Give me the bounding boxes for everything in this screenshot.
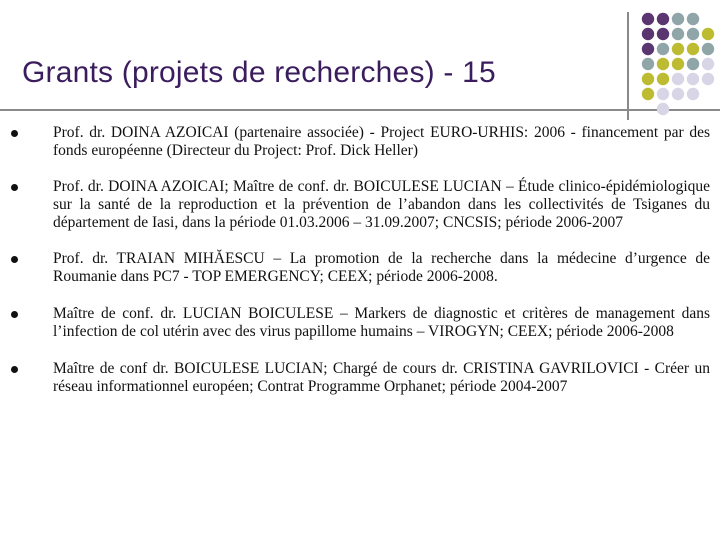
bullet-text: Prof. dr. TRAIAN MIHĂESCU – La promotion de la recherche dans la médecine d’urgence de Roumanie dans PC7 - TOP EMERGENCY; CEEX; période 2006-2008. — [53, 250, 710, 285]
vertical-divider — [627, 12, 629, 120]
bullet-marker — [11, 311, 18, 318]
decorative-dot — [672, 28, 684, 40]
decorative-dot — [702, 58, 714, 70]
decorative-dot — [642, 43, 654, 55]
decorative-dot — [672, 58, 684, 70]
decorative-dot — [687, 58, 699, 70]
decorative-dot — [702, 73, 714, 85]
bullet-item — [10, 360, 710, 396]
decorative-dot — [672, 73, 684, 85]
bullet-item — [10, 250, 710, 286]
decorative-dot — [642, 58, 654, 70]
decorative-dot — [672, 88, 684, 100]
decorative-dot — [687, 73, 699, 85]
decorative-dot — [702, 43, 714, 55]
bullet-marker — [11, 184, 18, 191]
bullet-item — [10, 124, 710, 160]
bullet-text: Prof. dr. DOINA AZOICAI; Maître de conf. dr. BOICULESE LUCIAN – Étude clinico-épidémiologique sur la santé de la reproduction et la prévention de l’abandon dans les collectivités de Tsiganes du département de Iasi, dans la période 01.03.2006 – 31.09.2007; CNCSIS; période 2006-2007 — [53, 178, 710, 231]
decorative-dot — [642, 88, 654, 100]
slide-title: Grants (projets de recherches) - 15 — [22, 56, 496, 89]
decorative-dot-grid — [640, 10, 720, 120]
bullet-marker — [11, 256, 18, 263]
bullet-marker — [11, 366, 18, 373]
decorative-dot — [657, 28, 669, 40]
decorative-dot — [687, 28, 699, 40]
decorative-dot — [702, 28, 714, 40]
decorative-dot — [642, 13, 654, 25]
decorative-dot — [657, 103, 669, 115]
decorative-dot — [657, 73, 669, 85]
decorative-dot — [657, 43, 669, 55]
decorative-dot — [672, 13, 684, 25]
decorative-dot — [657, 13, 669, 25]
bullet-text: Maître de conf dr. BOICULESE LUCIAN; Chargé de cours dr. CRISTINA GAVRILOVICI - Créer un réseau informationnel européen; Contrat Programme Orphanet; période 2004-2007 — [53, 360, 710, 395]
decorative-dot — [687, 13, 699, 25]
bullet-marker — [11, 130, 18, 137]
bullet-item — [10, 305, 710, 341]
decorative-dot — [642, 73, 654, 85]
bullet-item — [10, 178, 710, 232]
decorative-dot — [657, 58, 669, 70]
bullet-text: Prof. dr. DOINA AZOICAI (partenaire associée) - Project EURO-URHIS: 2006 - financement par des fonds européenne (Directeur du Project: Prof. Dick Heller) — [53, 124, 710, 159]
decorative-dot — [687, 88, 699, 100]
bullet-list — [10, 124, 710, 413]
horizontal-divider — [0, 109, 720, 111]
decorative-dot — [687, 43, 699, 55]
decorative-dot — [672, 43, 684, 55]
bullet-text: Maître de conf. dr. LUCIAN BOICULESE – Markers de diagnostic et critères de management dans l’infection de col utérin avec des virus papillome humains – VIROGYN; CEEX; période 2006-2008 — [53, 305, 710, 340]
decorative-dot — [657, 88, 669, 100]
decorative-dot — [642, 28, 654, 40]
